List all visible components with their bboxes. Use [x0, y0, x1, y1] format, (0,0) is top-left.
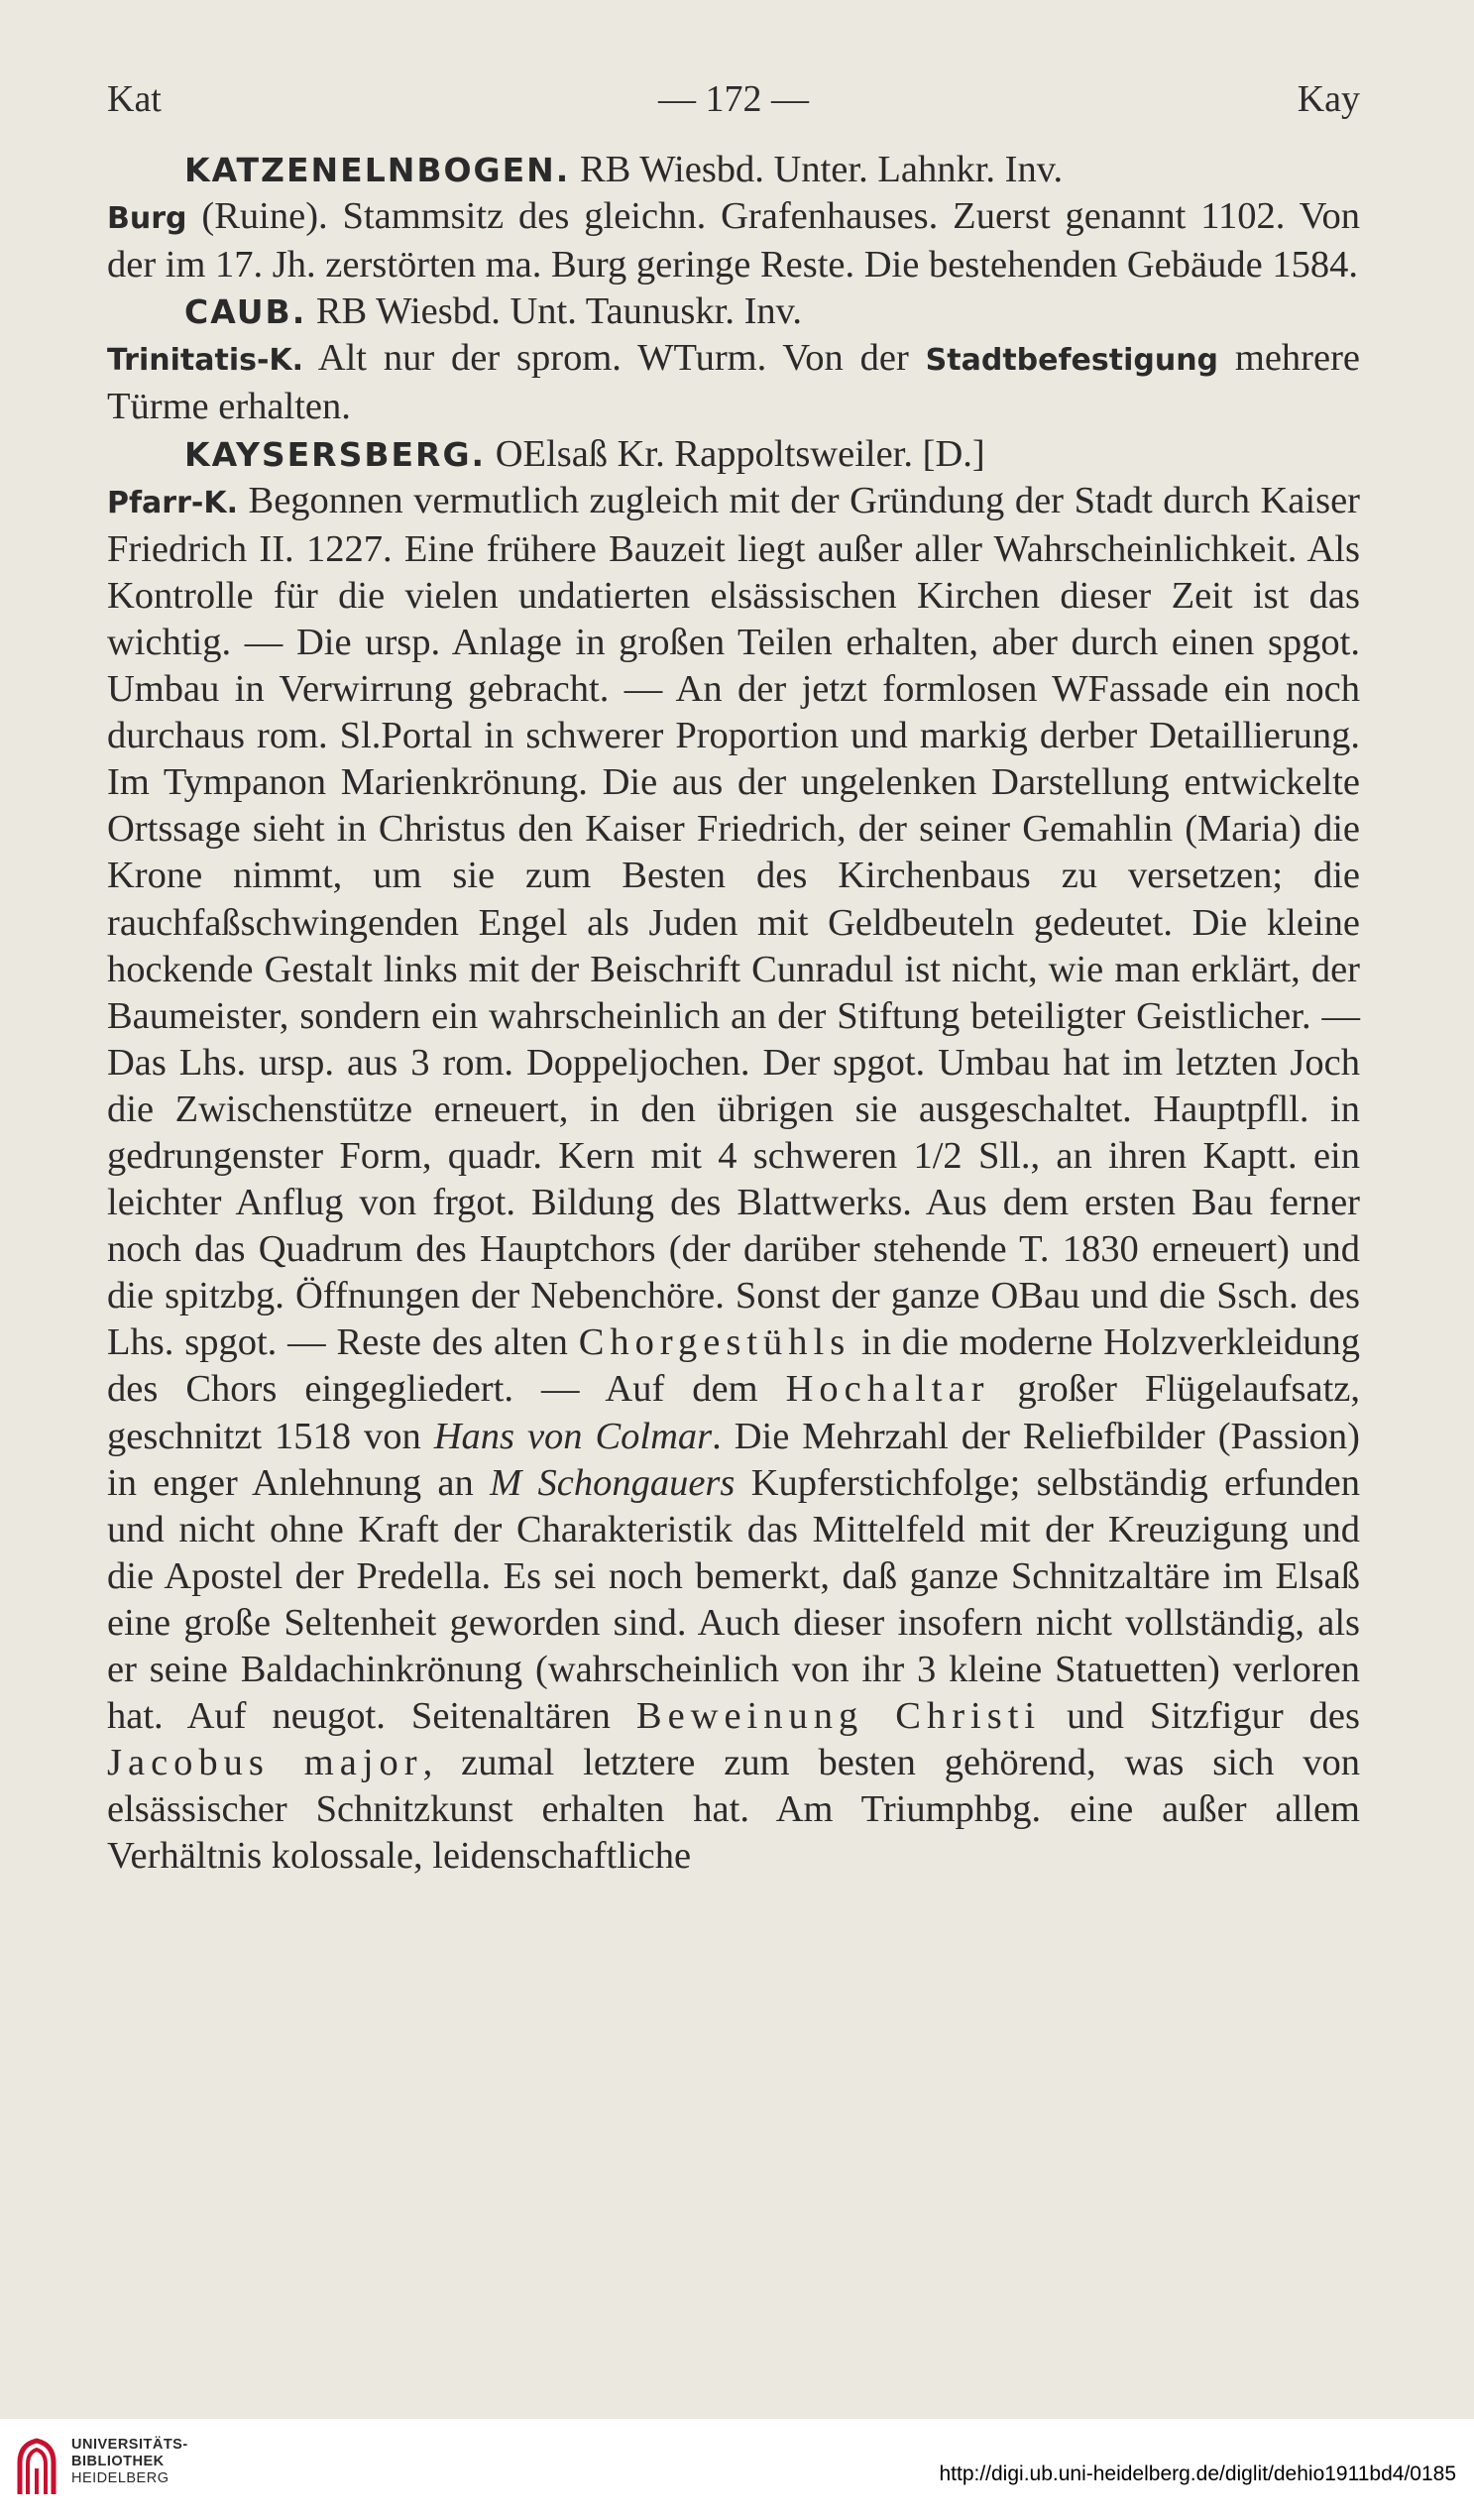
entry-text-part: Begonnen vermutlich zugleich mit der Gründung der Stadt durch Kaiser Friedrich II. 1227. Eine frühere Bauzeit liegt außer aller Wahrscheinlichkeit. Als Kontrolle für die vielen undatierten elsässischen Kirchen dieser Zeit ist das wichtig. — Die ursp. Anlage in großen Teilen erhalten, aber durch einen spgot. Umbau in Verwirrung gebracht. — An der jetzt formlosen WFassade ein noch durchaus rom. Sl.Portal in schwerer Proportion und markig derber Detaillierung. Im Tympanon Marienkrönung. Die aus der ungelenken Darstellung entwickelte Ortssage sieht in Christus den Kaiser Friedrich, der seiner Gemahlin (Maria) die Krone nimmt, um sie zum Besten des Kirchenbaus zu versetzen; die rauchfaßschwingenden Engel als Juden mit Geldbeuteln gedeutet. Die kleine hockende Gestalt links mit der Beischrift Cunradul ist nicht, wie man erklärt, der Baumeister, sondern ein wahrscheinlich an der Stiftung beteiligter Geistlicher. — Das Lhs. ursp. aus 3 rom. Doppeljochen. Der spgot. Umbau hat im letzten Joch die Zwischenstütze erneuert, in den übrigen sie ausgeschaltet. Hauptpfll. in gedrungenster Form, quadr. Kern mit 4 schweren	[107, 479, 1360, 1177]
entry-text-part: , zumal letztere zum besten gehörend, was sich von elsässischer Schnitzkunst erhalten hat. Am Triumphbg. eine außer allem Verhältnis kolossale, leidenschaftliche	[107, 1742, 1360, 1878]
entry-caub	[107, 288, 1360, 430]
spaced-term: Jacobus major	[107, 1742, 423, 1784]
library-name-line1: UNIVERSITÄTS-	[71, 2437, 188, 2453]
entry-heading: KAYSERSBERG.	[184, 434, 487, 474]
university-logo-icon	[14, 2433, 59, 2502]
entry-location: RB Wiesbd. Unter. Lahnkr. Inv.	[570, 149, 1064, 190]
entry-text: (Ruine). Stammsitz des gleichn. Grafenhauses. Zuerst genannt 1102. Von der im 17. Jh. zerstörten ma. Burg geringe Reste. Die bestehenden Gebäude 1584.	[107, 195, 1360, 286]
entry-keyword: Trinitatis-K.	[107, 343, 304, 379]
artist-name: Hans von Colmar	[433, 1415, 713, 1457]
entry-text-part: in die moderne Holzverkleidung des Chors eingegliedert. — Auf dem	[107, 1321, 1360, 1411]
entry-heading: KATZENELNBOGEN.	[184, 151, 571, 189]
entry-location: RB Wiesbd. Unt. Taunuskr. Inv.	[306, 290, 803, 333]
entry-text-part: und Sitzfigur des	[1041, 1695, 1360, 1738]
source-url[interactable]: http://digi.ub.uni-heidelberg.de/diglit/dehio1911bd4/0185	[939, 2463, 1456, 2485]
entry-kaysersberg	[107, 431, 1360, 1881]
entry-heading: CAUB.	[184, 292, 307, 332]
running-head-left: Kat	[107, 78, 162, 120]
entry-katzenelnbogen	[107, 147, 1360, 288]
fraction: 1/2	[913, 1134, 963, 1177]
spaced-term: Hochaltar	[785, 1368, 990, 1411]
entry-text-part: Sll., an ihren Kaptt. ein leichter Anflug von frgot. Bildung des Blattwerks. Aus dem ersten Bau ferner noch das Quadrum des Hauptchors (der darüber stehende T. 1830 erneuert) und die spitzbg. Öffnungen der Nebenchöre. Sonst der ganze OBau und die Ssch. des Lhs. spgot. — Reste des alten	[107, 1134, 1360, 1364]
body-text	[107, 147, 1360, 1880]
entry-location: OElsaß Kr. Rappoltsweiler. [D.]	[486, 432, 985, 475]
spaced-term: Beweinung Christi	[635, 1695, 1042, 1738]
library-name-line2: BIBLIOTHEK	[71, 2454, 165, 2469]
entry-keyword: Pfarr-K.	[107, 485, 238, 520]
entry-keyword: Burg	[107, 201, 187, 237]
running-head-right: Kay	[1297, 78, 1360, 120]
library-name-line3: HEIDELBERG	[71, 2470, 170, 2486]
page-content	[107, 59, 1360, 1880]
entry-text: Alt nur der sprom. WTurm. Von der	[303, 337, 926, 380]
library-name	[71, 2437, 188, 2487]
entry-keyword-2: Stadtbefestigung	[925, 343, 1219, 379]
footer	[0, 2419, 1474, 2520]
entry-text-part: Kupferstichfolge; selbständig erfunden und nicht ohne Kraft der Charakteristik das Mittelfeld mit der Kreuzigung und die Apostel der Predella. Es sei noch bemerkt, daß ganze Schnitzaltäre im Elsaß eine große Seltenheit geworden sind. Auch dieser insofern nicht vollständig, als er seine Baldachinkrönung (wahrscheinlich von ihr 3 kleine Statuetten) verloren hat. Auf neugot. Seitenaltären	[107, 1461, 1360, 1738]
entry-text-part: . Die Mehrzahl der Reliefbilder (Passion) in enger Anlehnung an	[107, 1415, 1360, 1504]
running-head	[107, 59, 1360, 139]
entry-text-2: mehrere Türme erhalten.	[107, 337, 1360, 428]
page-number: — 172 —	[658, 78, 809, 120]
artist-name: M Schongauers	[490, 1461, 736, 1504]
entry-text-part: großer Flügelaufsatz, geschnitzt 1518 von	[107, 1368, 1360, 1457]
spaced-term: Chorgestühls	[578, 1321, 851, 1364]
